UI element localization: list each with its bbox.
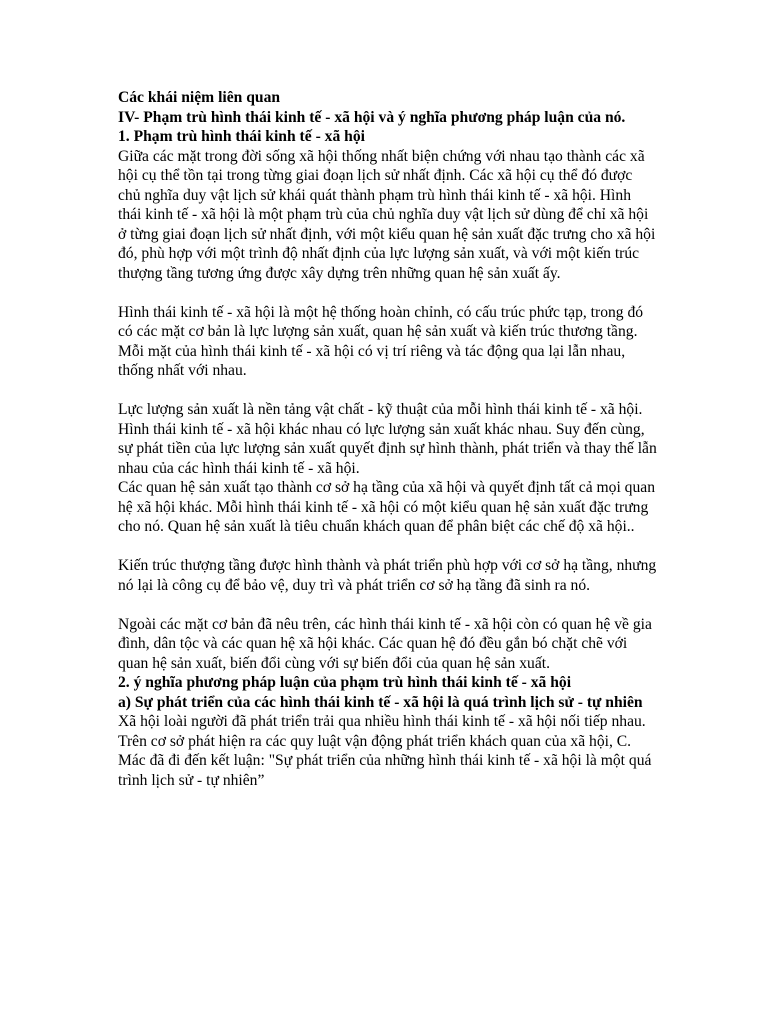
paragraph-spacer xyxy=(118,537,658,557)
paragraph-6: Ngoài các mặt cơ bản đã nêu trên, các hình thái kinh tế - xã hội còn có quan hệ về gia đình, dân tộc và các quan hệ xã hội khác. Các quan hệ đó đều gắn bó chặt chẽ với quan hệ sản xuất, biến đổi cùng với sự biến đổi của quan hệ sản xuất. xyxy=(118,615,652,672)
heading-subsection-2a: a) Sự phát triển của các hình thái kinh tế - xã hội là quá trình lịch sử - tự nhiên xyxy=(118,693,643,711)
heading-subsection-1: 1. Phạm trù hình thái kinh tế - xã hội xyxy=(118,128,365,145)
document-body xyxy=(118,88,658,790)
heading-section-iv: IV- Phạm trù hình thái kinh tế - xã hội và ý nghĩa phương pháp luận của nó. xyxy=(118,108,626,126)
paragraph-7: Xã hội loài người đã phát triển trải qua nhiều hình thái kinh tế - xã hội nối tiếp nhau. Trên cơ sở phát hiện ra các quy luật vận động phát triển khách quan của xã hội, C. Mác đã đi đến kết luận: "Sự phát triển của những hình thái kinh tế - xã hội là một quá trình lịch sử - tự nhiên” xyxy=(118,713,652,789)
paragraph-5: Kiến trúc thượng tầng được hình thành và phát triển phù hợp với cơ sở hạ tầng, nhưng nó lại là công cụ để bảo vệ, duy trì và phát triển cơ sở hạ tầng đã sinh ra nó. xyxy=(118,557,657,594)
heading-related-concepts: Các khái niệm liên quan xyxy=(118,89,281,106)
paragraph-4: Các quan hệ sản xuất tạo thành cơ sở hạ tầng của xã hội và quyết định tất cả mọi quan hệ xã hội khác. Mỗi hình thái kinh tế - xã hội có một kiểu quan hệ sản xuất đặc trưng cho nó. Quan hệ sản xuất là tiêu chuẩn khách quan để phân biệt các chế độ xã hội.. xyxy=(118,479,655,535)
paragraph-3: Lực lượng sản xuất là nền tảng vật chất - kỹ thuật của mỗi hình thái kinh tế - xã hội. Hình thái kinh tế - xã hội khác nhau có lực lượng sản xuất khác nhau. Suy đến cùng, sự phát tiền của lực lượng sản xuất quyết định sự hình thành, phát triển và thay thế lẫn nhau của các hình thái kinh tế - xã hội. xyxy=(118,401,657,477)
paragraph-spacer xyxy=(118,283,658,303)
paragraph-2: Hình thái kinh tế - xã hội là một hệ thống hoàn chỉnh, có cấu trúc phức tạp, trong đó có các mặt cơ bản là lực lượng sản xuất, quan hệ sản xuất và kiến trúc thương tầng. Mỗi mặt của hình thái kinh tế - xã hội có vị trí riêng và tác động qua lại lẫn nhau, thống nhất với nhau. xyxy=(118,303,644,379)
paragraph-spacer xyxy=(118,595,658,615)
paragraph-1: Giữa các mặt trong đời sống xã hội thống nhất biện chứng với nhau tạo thành các xã hội cụ thể tồn tại trong từng giai đoạn lịch sử nhất định. Các xã hội cụ thể đó được chủ nghĩa duy vật lịch sử khái quát thành phạm trù hình thái kinh tế - xã hội. Hình thái kinh tế - xã hội là một phạm trù của chủ nghĩa duy vật lịch sử dùng để chỉ xã hội ở từng giai đoạn lịch sử nhất định, với một kiểu quan hệ sản xuất đặc trưng cho xã hội đó, phù hợp với một trình độ nhất định của lực lượng sản xuất, và với một kiến trúc thượng tầng tương ứng được xây dựng trên những quan hệ sản xuất ấy. xyxy=(118,147,656,282)
paragraph-spacer xyxy=(118,381,658,401)
heading-subsection-2: 2. ý nghĩa phương pháp luận của phạm trù hình thái kinh tế - xã hội xyxy=(118,674,572,691)
